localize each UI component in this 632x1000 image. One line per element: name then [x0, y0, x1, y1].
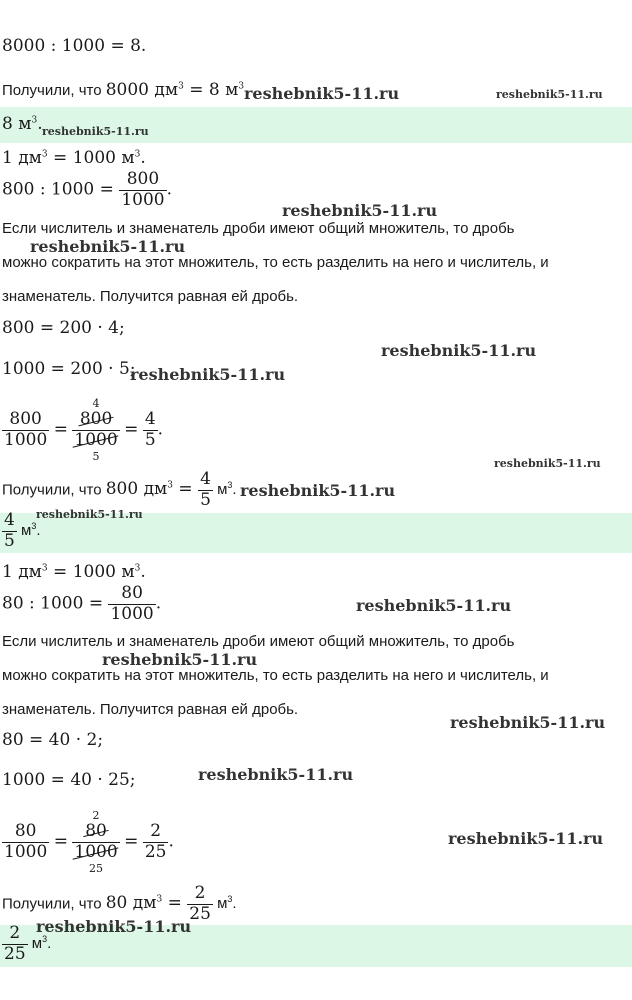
result-line-2: Получили, что 800 $дм^3$ = $\frac{4}{5}$ $м^3$.	[2, 469, 237, 510]
answer-2: $\frac{4}{5}$ $м^3$.	[4, 510, 41, 551]
watermark: reshebnik5-11.ru	[494, 457, 601, 470]
result-prefix: Получили, что	[2, 82, 106, 99]
conversion-line-2: 1 $дм^3 = 1000$ $м^3$.	[2, 562, 146, 582]
watermark: reshebnik5-11.ru	[356, 596, 512, 615]
watermark: reshebnik5-11.ru	[36, 917, 192, 936]
factor-1000: 1000 = 200 · 5;	[2, 359, 136, 379]
watermark: reshebnik5-11.ru	[102, 650, 258, 669]
fraction-crossed-2: 2 80 1000 25	[74, 809, 118, 876]
reduction-line-2: $\frac{80}{1000}$ = 2 80 1000 25 = $\frac{2}{25}$ .	[4, 809, 174, 876]
fraction-result-2: $\frac{2}{25}$	[144, 821, 167, 862]
watermark: reshebnik5-11.ru	[450, 713, 606, 732]
watermark: reshebnik5-11.ru	[198, 765, 354, 784]
conversion-line-1: 1 $дм^3 = 1000$ $м^3$.	[2, 148, 146, 168]
answer-2-fraction: $\frac{4}{5}$	[4, 510, 15, 551]
rule2-line-2: можно сократить на этот множитель, то есть разделить на него и числитель, и	[2, 667, 549, 684]
watermark: reshebnik5-11.ru	[42, 125, 149, 138]
fraction-original-1: $\frac{800}{1000}$	[4, 409, 48, 450]
fraction-original-2: $\frac{80}{1000}$	[4, 821, 48, 862]
watermark: reshebnik5-11.ru	[496, 88, 603, 101]
fraction-line-1: 800 : 1000 = $\frac{800}{1000}$ .	[2, 169, 172, 210]
rule2-line-3: знаменатель. Получится равная ей дробь.	[2, 701, 299, 718]
fraction-line-2: 80 : 1000 = $\frac{80}{1000}$ .	[2, 583, 162, 624]
rule-line-3: знаменатель. Получится равная ей дробь.	[2, 288, 299, 305]
watermark: reshebnik5-11.ru	[36, 508, 143, 521]
rule2-line-1: Если числитель и знаменатель дроби имеют общий множитель, то дробь	[2, 633, 515, 650]
fraction-2-25: $\frac{2}{25}$	[189, 883, 211, 924]
factor-80: 80 = 40 · 2;	[2, 730, 104, 750]
watermark: reshebnik5-11.ru	[381, 341, 537, 360]
watermark: reshebnik5-11.ru	[282, 201, 438, 220]
fraction-result-1: $\frac{4}{5}$	[144, 409, 156, 450]
fraction-800-1000: $\frac{800}{1000}$	[121, 169, 165, 210]
reduction-line-1: $\frac{800}{1000}$ = 4 800 1000 5 = $\frac{4}{5}$ .	[4, 397, 164, 464]
result-line-1	[2, 80, 244, 100]
watermark: reshebnik5-11.ru	[130, 365, 286, 384]
watermark: reshebnik5-11.ru	[240, 481, 396, 500]
fraction-80-1000: $\frac{80}{1000}$	[110, 583, 154, 624]
volume-dm3: 8000 $дм^3 = 8$ $м^3$	[105, 80, 245, 100]
answer-3-fraction: $\frac{2}{25}$	[4, 923, 26, 964]
factor-1000-b: 1000 = 40 · 25;	[2, 770, 136, 790]
equation-8000-div-1000: 8000 : 1000 = 8.	[2, 36, 147, 56]
fraction-crossed-1: 4 800 1000 5	[74, 397, 118, 464]
rule-line-1: Если числитель и знаменатель дроби имеют общий множитель, то дробь	[2, 220, 515, 237]
watermark: reshebnik5-11.ru	[244, 84, 400, 103]
result-line-3: Получили, что 80 $дм^3$ = $\frac{2}{25}$ $м^3$.	[2, 883, 237, 924]
answer-1: 8 $м^3$.	[2, 114, 43, 134]
rule-line-2: можно сократить на этот множитель, то есть разделить на него и числитель, и	[2, 254, 549, 271]
answer-3: $\frac{2}{25}$ $м^3$.	[4, 923, 52, 964]
fraction-4-5: $\frac{4}{5}$	[200, 469, 211, 510]
watermark: reshebnik5-11.ru	[448, 829, 604, 848]
factor-800: 800 = 200 · 4;	[2, 318, 125, 338]
watermark: reshebnik5-11.ru	[30, 237, 186, 256]
